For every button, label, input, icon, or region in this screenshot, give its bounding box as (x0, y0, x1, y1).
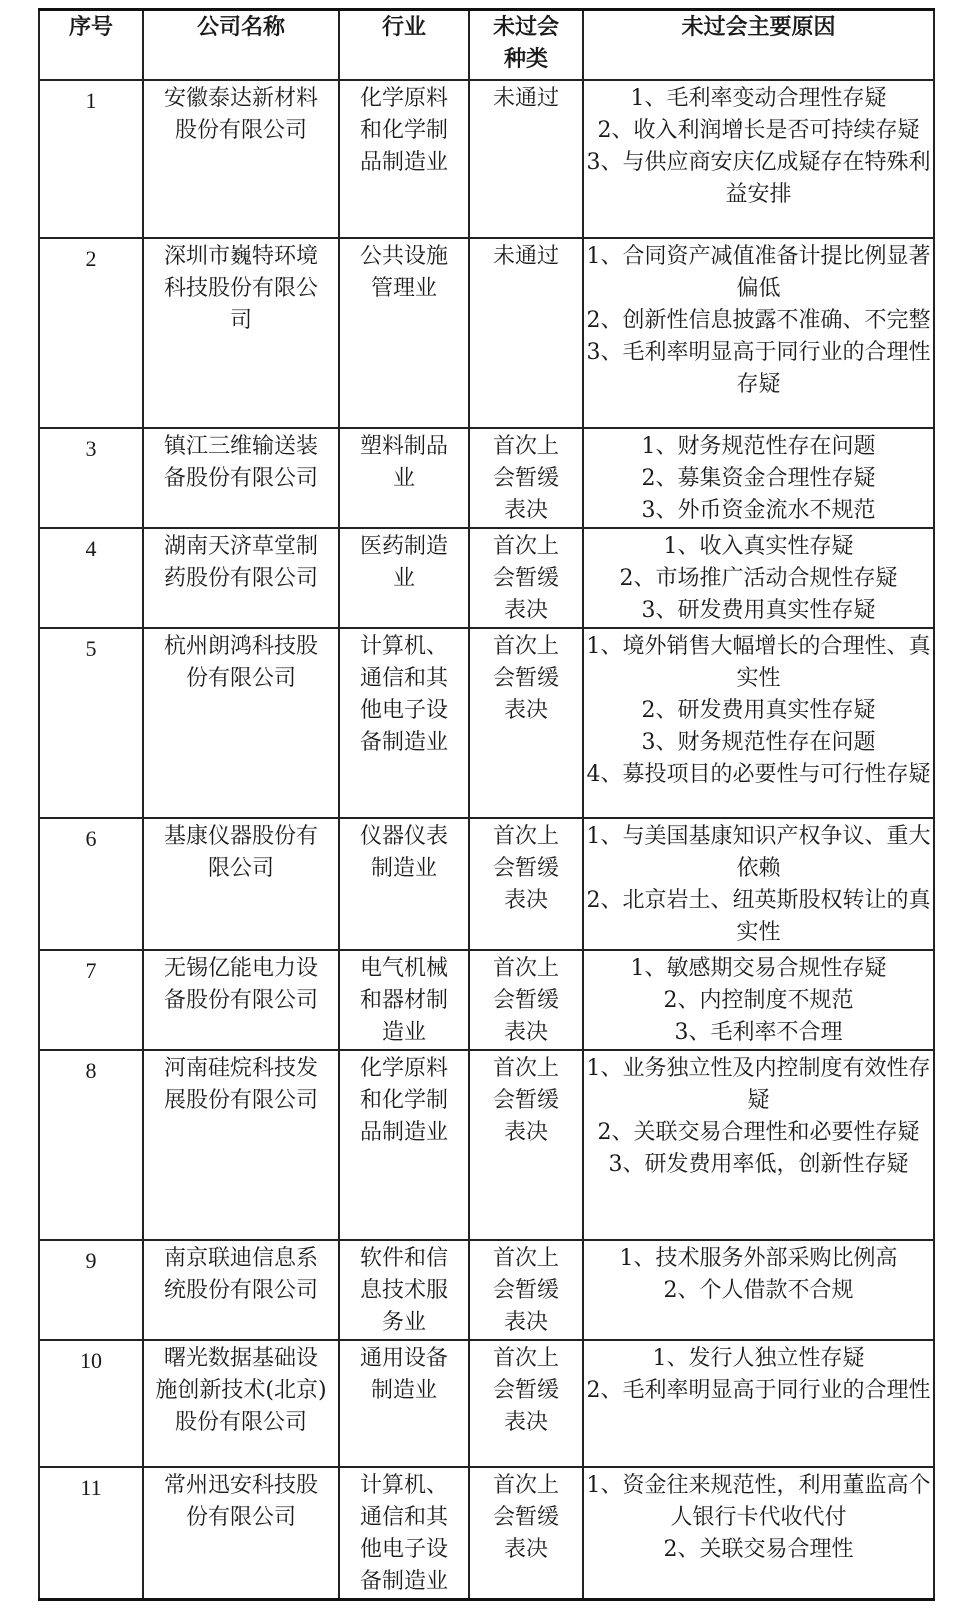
serial-number-cell: 5 (39, 628, 143, 818)
reason-item: 2、关联交易合理性 (663, 1537, 854, 1562)
company-name-cell: 河南硅烷科技发展股份有限公司 (143, 1050, 339, 1240)
reason-item: 3、毛利率明显高于同行业的合理性存疑 (586, 340, 931, 397)
table-row (39, 628, 934, 818)
reason-item: 1、毛利率变动合理性存疑 (630, 86, 887, 111)
failure-type-cell: 首次上会暂缓表决 (469, 1340, 583, 1467)
header-serial-number: 序号 (39, 10, 143, 81)
industry-cell: 通用设备制造业 (339, 1340, 469, 1467)
reason-item: 1、资金往来规范性，利用董监高个人银行卡代收代付 (586, 1473, 931, 1530)
reason-item: 2、关联交易合理性和必要性存疑 (597, 1120, 920, 1145)
reason-item: 2、收入利润增长是否可持续存疑 (597, 118, 920, 143)
failure-type-cell: 首次上会暂缓表决 (469, 628, 583, 818)
table-row (39, 818, 934, 950)
serial-number-cell: 7 (39, 950, 143, 1050)
failure-type-cell: 首次上会暂缓表决 (469, 1050, 583, 1240)
main-reasons-cell (583, 1240, 934, 1340)
reason-item: 2、市场推广活动合规性存疑 (619, 566, 898, 591)
company-name-cell: 安徽泰达新材料股份有限公司 (143, 80, 339, 238)
header-main-reasons: 未过会主要原因 (583, 10, 934, 81)
main-reasons-cell (583, 528, 934, 628)
reason-item: 4、募投项目的必要性与可行性存疑 (586, 762, 931, 787)
industry-cell: 仪器仪表制造业 (339, 818, 469, 950)
reason-item: 1、发行人独立性存疑 (652, 1346, 865, 1371)
reason-item: 2、个人借款不合规 (663, 1278, 854, 1303)
serial-number-cell: 6 (39, 818, 143, 950)
reason-item: 3、研发费用真实性存疑 (641, 598, 876, 623)
table-row (39, 428, 934, 528)
company-name-cell: 曙光数据基础设施创新技术(北京)股份有限公司 (143, 1340, 339, 1467)
main-reasons-cell (583, 1050, 934, 1240)
table-row (39, 80, 934, 238)
table-body (39, 80, 934, 1600)
table-row (39, 1240, 934, 1340)
industry-cell: 计算机、通信和其他电子设备制造业 (339, 628, 469, 818)
table-row (39, 950, 934, 1050)
serial-number-cell: 1 (39, 80, 143, 238)
company-name-cell: 深圳市巍特环境科技股份有限公司 (143, 238, 339, 428)
company-name-cell: 基康仪器股份有限公司 (143, 818, 339, 950)
industry-cell: 电气机械和器材制造业 (339, 950, 469, 1050)
company-name-cell: 常州迅安科技股份有限公司 (143, 1467, 339, 1600)
reason-item: 3、毛利率不合理 (674, 1020, 843, 1045)
company-name-cell: 无锡亿能电力设备股份有限公司 (143, 950, 339, 1050)
main-reasons-cell (583, 950, 934, 1050)
main-reasons-cell (583, 428, 934, 528)
serial-number-cell: 2 (39, 238, 143, 428)
company-name-cell: 杭州朗鸿科技股份有限公司 (143, 628, 339, 818)
reason-item: 3、研发费用率低，创新性存疑 (608, 1152, 909, 1177)
serial-number-cell: 3 (39, 428, 143, 528)
header-row (39, 10, 934, 81)
table-row (39, 1467, 934, 1600)
reason-item: 2、研发费用真实性存疑 (641, 698, 876, 723)
header-company-name: 公司名称 (143, 10, 339, 81)
reason-item: 2、毛利率明显高于同行业的合理性 (586, 1378, 931, 1403)
failure-type-cell: 首次上会暂缓表决 (469, 818, 583, 950)
company-name-cell: 镇江三维输送装备股份有限公司 (143, 428, 339, 528)
table-row (39, 238, 934, 428)
main-reasons-cell (583, 818, 934, 950)
reason-item: 1、业务独立性及内控制度有效性存疑 (586, 1056, 931, 1113)
table-row (39, 1050, 934, 1240)
serial-number-cell: 9 (39, 1240, 143, 1340)
industry-cell: 塑料制品业 (339, 428, 469, 528)
ipo-rejection-table (38, 8, 935, 1601)
industry-cell: 软件和信息技术服务业 (339, 1240, 469, 1340)
reason-item: 2、内控制度不规范 (663, 988, 854, 1013)
reason-item: 1、境外销售大幅增长的合理性、真实性 (586, 634, 931, 691)
header-industry: 行业 (339, 10, 469, 81)
header-failure-type: 未过会种类 (469, 10, 583, 81)
serial-number-cell: 10 (39, 1340, 143, 1467)
reason-item: 1、合同资产减值准备计提比例显著偏低 (586, 244, 931, 301)
table-row (39, 1340, 934, 1467)
industry-cell: 计算机、通信和其他电子设备制造业 (339, 1467, 469, 1600)
main-reasons-cell (583, 628, 934, 818)
reason-item: 3、外币资金流水不规范 (641, 498, 876, 523)
main-reasons-cell (583, 80, 934, 238)
serial-number-cell: 8 (39, 1050, 143, 1240)
industry-cell: 医药制造业 (339, 528, 469, 628)
failure-type-cell: 首次上会暂缓表决 (469, 528, 583, 628)
main-reasons-cell (583, 238, 934, 428)
failure-type-cell: 首次上会暂缓表决 (469, 1240, 583, 1340)
main-reasons-cell (583, 1467, 934, 1600)
reason-item: 1、敏感期交易合规性存疑 (630, 956, 887, 981)
failure-type-cell: 首次上会暂缓表决 (469, 428, 583, 528)
main-reasons-cell (583, 1340, 934, 1467)
industry-cell: 化学原料和化学制品制造业 (339, 1050, 469, 1240)
reason-item: 3、与供应商安庆亿成疑存在特殊利益安排 (586, 150, 931, 207)
failure-type-cell: 首次上会暂缓表决 (469, 950, 583, 1050)
failure-type-cell: 首次上会暂缓表决 (469, 1467, 583, 1600)
reason-item: 1、收入真实性存疑 (663, 534, 854, 559)
reason-item: 2、创新性信息披露不准确、不完整 (586, 308, 931, 333)
reason-item: 1、财务规范性存在问题 (641, 434, 876, 459)
company-name-cell: 湖南天济草堂制药股份有限公司 (143, 528, 339, 628)
serial-number-cell: 11 (39, 1467, 143, 1600)
reason-item: 1、技术服务外部采购比例高 (619, 1246, 898, 1271)
industry-cell: 公共设施管理业 (339, 238, 469, 428)
reason-item: 2、募集资金合理性存疑 (641, 466, 876, 491)
company-name-cell: 南京联迪信息系统股份有限公司 (143, 1240, 339, 1340)
reason-item: 3、财务规范性存在问题 (641, 730, 876, 755)
industry-cell: 化学原料和化学制品制造业 (339, 80, 469, 238)
serial-number-cell: 4 (39, 528, 143, 628)
reason-item: 2、北京岩土、纽英斯股权转让的真实性 (586, 888, 931, 945)
table-row (39, 528, 934, 628)
failure-type-cell: 未通过 (469, 80, 583, 238)
failure-type-cell: 未通过 (469, 238, 583, 428)
reason-item: 1、与美国基康知识产权争议、重大依赖 (586, 824, 931, 881)
